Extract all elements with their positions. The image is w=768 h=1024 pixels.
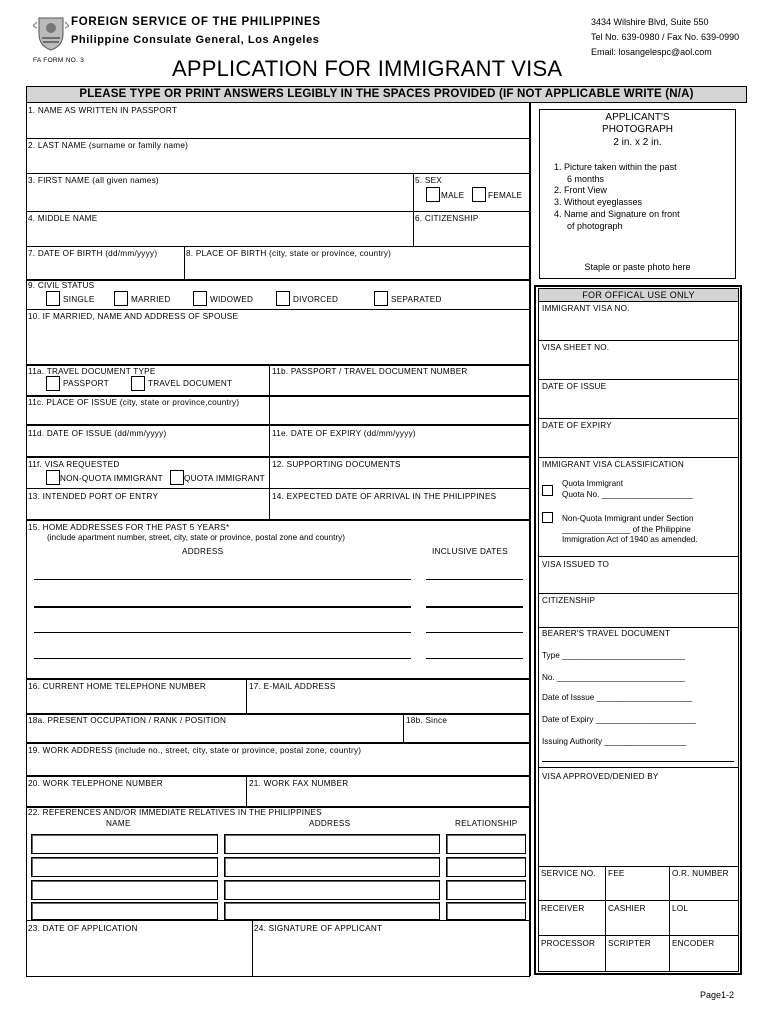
photo-req-2: 2. Front View	[554, 185, 607, 195]
official-nonquota-2: _______________ of the Philippine	[562, 525, 691, 534]
field-11f-label: 11f. VISA REQUESTED	[28, 460, 120, 469]
official-date-issue: DATE OF ISSUE	[542, 382, 607, 391]
sex-male-checkbox[interactable]	[426, 187, 440, 202]
doc-passport-checkbox[interactable]	[46, 376, 60, 391]
photo-req-1: 1. Picture taken within the past	[554, 162, 677, 172]
official-processor: PROCESSOR	[541, 939, 596, 948]
official-date-expiry: DATE OF EXPIRY	[542, 421, 612, 430]
status-divorced-checkbox[interactable]	[276, 291, 290, 306]
official-authority: Issuing Authority __________________	[542, 737, 687, 746]
status-divorced-label: DIVORCED	[293, 295, 339, 304]
ref-name-2[interactable]	[31, 857, 218, 877]
ref-name-3[interactable]	[31, 880, 218, 900]
official-sheet-no: VISA SHEET NO.	[542, 343, 610, 352]
field-7-label: 7. DATE OF BIRTH (dd/mm/yyyy)	[28, 249, 158, 258]
visa-nonquota-label: NON-QUOTA IMMIGRANT	[60, 474, 163, 483]
consulate-name: Philippine Consulate General, Los Angeles	[71, 34, 320, 46]
dates-line-4[interactable]	[426, 658, 523, 659]
field-15-sublabel: (include apartment number, street, city, state or province, postal zone and country)	[47, 533, 345, 542]
field-1-label: 1. NAME AS WRITTEN IN PASSPORT	[28, 106, 178, 115]
field-22-label: 22. REFERENCES AND/OR IMMEDIATE RELATIVES IN THE PHILIPPINES	[28, 808, 322, 817]
official-date-isssue: Date of Isssue _____________________	[542, 693, 693, 702]
field-11c-label: 11c. PLACE OF ISSUE (city, state or province,country)	[28, 398, 240, 407]
field-11e-label: 11e. DATE OF EXPIRY (dd/mm/yyyy)	[272, 429, 416, 438]
address-line-3[interactable]	[34, 632, 411, 633]
field-14-label: 14. EXPECTED DATE OF ARRIVAL IN THE PHILIPPINES	[272, 492, 497, 501]
status-single-checkbox[interactable]	[46, 291, 60, 306]
official-encoder: ENCODER	[672, 939, 715, 948]
visa-nonquota-checkbox[interactable]	[46, 470, 60, 485]
field-15-label: 15. HOME ADDRESSES FOR THE PAST 5 YEARS*	[28, 523, 230, 532]
status-separated-label: SEPARATED	[391, 295, 442, 304]
status-single-label: SINGLE	[63, 295, 95, 304]
field-16-label: 16. CURRENT HOME TELEPHONE NUMBER	[28, 682, 207, 691]
ref-relationship-3[interactable]	[446, 880, 526, 900]
field-2-label: 2. LAST NAME (surname or family name)	[28, 141, 189, 150]
official-or-number: O.R. NUMBER	[672, 869, 729, 878]
ref-relationship-4[interactable]	[446, 902, 526, 920]
field-8-label: 8. PLACE OF BIRTH (city, state or province, country)	[186, 249, 392, 258]
official-cashier: CASHIER	[608, 904, 646, 913]
org-name: FOREIGN SERVICE OF THE PHILIPPINES	[71, 16, 321, 28]
sex-female-label: FEMALE	[488, 191, 523, 200]
ref-address-3[interactable]	[224, 880, 440, 900]
ref-address-2[interactable]	[224, 857, 440, 877]
field-24-label: 24. SIGNATURE OF APPLICANT	[254, 924, 383, 933]
status-married-checkbox[interactable]	[114, 291, 128, 306]
status-married-label: MARRIED	[131, 295, 171, 304]
official-nonquota-checkbox[interactable]	[542, 512, 553, 523]
official-nonquota-3: Immigration Act of 1940 as amended.	[562, 535, 698, 544]
photo-title-2: PHOTOGRAPH	[602, 124, 673, 135]
consulate-address: 3434 Wilshire Blvd, Suite 550	[591, 17, 709, 27]
official-citizenship: CITIZENSHIP	[542, 596, 596, 605]
field-11a-label: 11a. TRAVEL DOCUMENT TYPE	[28, 367, 156, 376]
form-number: FA FORM NO. 3	[33, 57, 85, 64]
visa-quota-label: QUOTA IMMIGRANT	[184, 474, 265, 483]
consulate-phone: Tel No. 639-0980 / Fax No. 639-0990	[591, 32, 740, 42]
field-10-label: 10. IF MARRIED, NAME AND ADDRESS OF SPOUSE	[28, 312, 239, 321]
official-scripter: SCRIPTER	[608, 939, 651, 948]
official-quota-checkbox[interactable]	[542, 485, 553, 496]
field-18b-label: 18b. Since	[406, 716, 448, 725]
ref-relationship-2[interactable]	[446, 857, 526, 877]
field-23-label: 23. DATE OF APPLICATION	[28, 924, 138, 933]
photo-req-3: 3. Without eyeglasses	[554, 197, 643, 207]
official-bearer: BEARER'S TRAVEL DOCUMENT	[542, 629, 671, 638]
page-number: Page1-2	[700, 990, 735, 1000]
field-22-relationship-header: RELATIONSHIP	[455, 819, 518, 828]
instruction-text: PLEASE TYPE OR PRINT ANSWERS LEGIBLY IN THE SPACES PROVIDED (IF NOT APPLICABLE WRITE (N/A)	[79, 88, 694, 100]
field-15-address-header: ADDRESS	[182, 547, 224, 556]
visa-quota-checkbox[interactable]	[170, 470, 184, 485]
field-22-name-header: NAME	[106, 819, 131, 828]
field-9-label: 9. CIVIL STATUS	[28, 281, 95, 290]
address-line-4[interactable]	[34, 658, 411, 659]
official-nonquota-1: Non-Quota Immigrant under Section	[562, 514, 694, 523]
ref-address-4[interactable]	[224, 902, 440, 920]
official-quota-1: Quota Immigrant	[562, 479, 623, 488]
field-20-label: 20. WORK TELEPHONE NUMBER	[28, 779, 163, 788]
form-title: APPLICATION FOR IMMIGRANT VISA	[172, 56, 563, 81]
dates-line-2[interactable]	[426, 606, 523, 608]
sex-female-checkbox[interactable]	[472, 187, 486, 202]
official-type: Type ___________________________	[542, 651, 685, 660]
consulate-seal	[33, 14, 69, 52]
dates-line-3[interactable]	[426, 632, 523, 633]
address-line-1[interactable]	[34, 579, 411, 580]
official-visa-no: IMMIGRANT VISA NO.	[542, 304, 630, 313]
status-widowed-label: WIDOWED	[210, 295, 254, 304]
ref-address-1[interactable]	[224, 834, 440, 854]
photo-req-1b: 6 months	[567, 174, 605, 184]
official-issued-to: VISA ISSUED TO	[542, 560, 610, 569]
photo-req-4b: of photograph	[567, 221, 623, 231]
field-22-address-header: ADDRESS	[309, 819, 351, 828]
doc-passport-label: PASSPORT	[63, 379, 109, 388]
official-no: No. ____________________________	[542, 673, 685, 682]
official-header: FOR OFFICAL USE ONLY	[582, 290, 695, 300]
field-6-label: 6. CITIZENSHIP	[415, 214, 479, 223]
official-lol: LOL	[672, 904, 689, 913]
photo-req-4: 4. Name and Signature on front	[554, 209, 680, 219]
field-13-label: 13. INTENDED PORT OF ENTRY	[28, 492, 159, 501]
field-11b-label: 11b. PASSPORT / TRAVEL DOCUMENT NUMBER	[272, 367, 468, 376]
address-line-2[interactable]	[34, 606, 411, 608]
field-19-label: 19. WORK ADDRESS (include no., street, city, state or province, postal zone, country)	[28, 746, 362, 755]
field-17-label: 17. E-MAIL ADDRESS	[249, 682, 336, 691]
dates-line-1[interactable]	[426, 579, 523, 580]
consulate-email: Email: losangelespc@aol.com	[591, 47, 712, 57]
field-11d-label: 11d. DATE OF ISSUE (dd/mm/yyyy)	[28, 429, 167, 438]
official-classification: IMMIGRANT VISA CLASSIFICATION	[542, 460, 684, 469]
official-quota-2: Quota No. ____________________	[562, 490, 693, 499]
field-4-label: 4. MIDDLE NAME	[28, 214, 98, 223]
ref-relationship-1[interactable]	[446, 834, 526, 854]
field-21-label: 21. WORK FAX NUMBER	[249, 779, 349, 788]
status-separated-checkbox[interactable]	[374, 291, 388, 306]
ref-name-4[interactable]	[31, 902, 218, 920]
doc-travel-checkbox[interactable]	[131, 376, 145, 391]
ref-name-1[interactable]	[31, 834, 218, 854]
field-12-label: 12. SUPPORTING DOCUMENTS	[272, 460, 401, 469]
official-receiver: RECEIVER	[541, 904, 585, 913]
doc-travel-label: TRAVEL DOCUMENT	[148, 379, 233, 388]
status-widowed-checkbox[interactable]	[193, 291, 207, 306]
field-3-label: 3. FIRST NAME (all given names)	[28, 176, 159, 185]
official-date-exp: Date of Expiry ______________________	[542, 715, 696, 724]
photo-title-1: APPLICANT'S	[605, 112, 670, 123]
sex-male-label: MALE	[441, 191, 465, 200]
field-18a-label: 18a. PRESENT OCCUPATION / RANK / POSITION	[28, 716, 227, 725]
field-5-label: 5. SEX	[415, 176, 442, 185]
photo-size: 2 in. x 2 in.	[613, 137, 662, 148]
field-15-dates-header: INCLUSIVE DATES	[432, 547, 508, 556]
official-service-no: SERVICE NO.	[541, 869, 596, 878]
official-fee: FEE	[608, 869, 625, 878]
photo-staple-note: Staple or paste photo here	[584, 262, 691, 272]
official-approved: VISA APPROVED/DENIED BY	[542, 772, 659, 781]
